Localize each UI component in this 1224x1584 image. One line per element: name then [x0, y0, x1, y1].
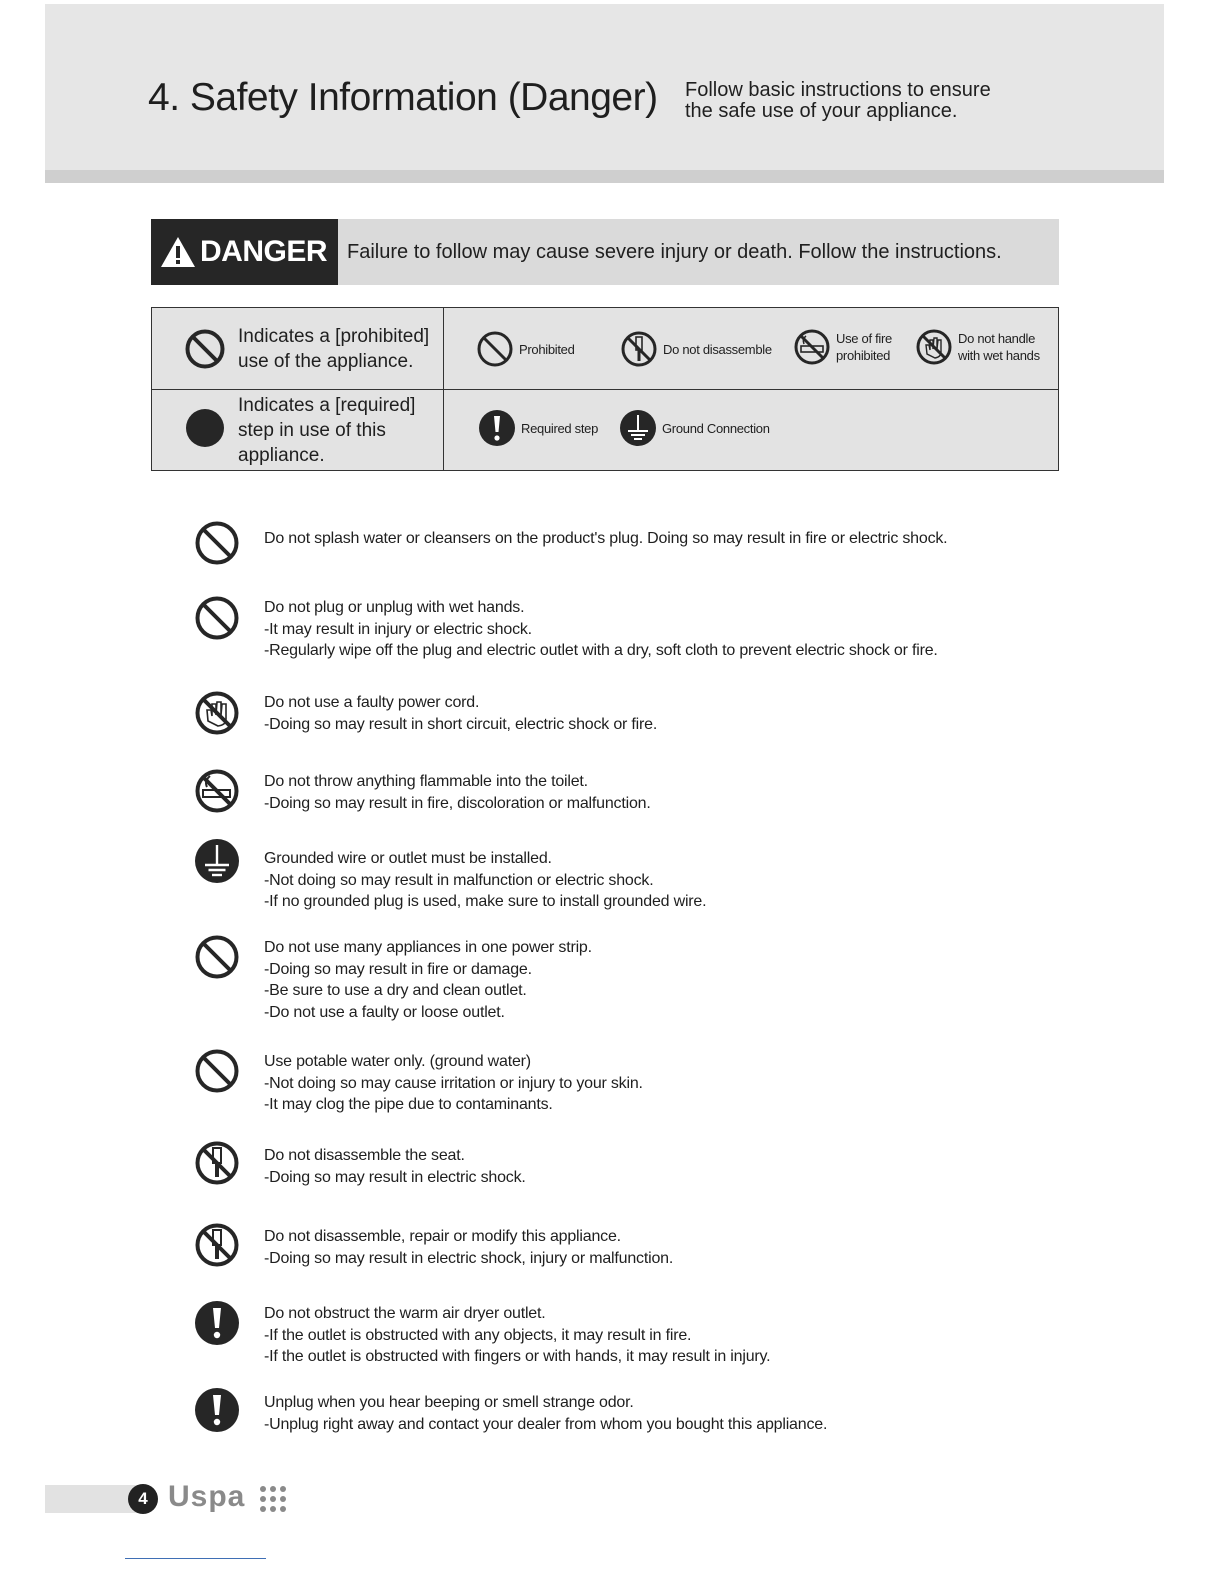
safety-item-line: Do not plug or unplug with wet hands.: [264, 599, 525, 616]
ground-connection-icon: [619, 409, 657, 447]
legend-symbol-ground-connection: Ground Connection: [619, 409, 770, 447]
safety-item-text: [264, 1303, 770, 1368]
safety-item-line: -Doing so may result in fire, discoloration or malfunction.: [264, 794, 651, 812]
safety-item-line: Use potable water only. (ground water): [264, 1053, 531, 1070]
required-step-icon: [194, 1387, 240, 1433]
safety-item-text: [264, 1051, 643, 1116]
safety-item-line: -If no grounded plug is used, make sure to install grounded wire.: [264, 893, 707, 910]
safety-item-line: -Be sure to use a dry and clean outlet.: [264, 982, 527, 999]
legend-symbol-no-fire: Use of fire prohibited: [793, 328, 892, 366]
safety-item-line: -Unplug right away and contact your dealer from whom you bought this appliance.: [264, 1415, 828, 1433]
prohibited-icon: [476, 330, 514, 368]
prohibited-icon: [194, 1048, 240, 1094]
danger-banner: [151, 219, 1059, 285]
safety-item-text: [264, 692, 657, 735]
symbol-legend: [151, 307, 1059, 471]
prohibited-icon: [184, 328, 226, 370]
do-not-disassemble-icon: [194, 1222, 240, 1268]
safety-item-line: -Doing so may result in electric shock, injury or malfunction.: [264, 1249, 674, 1267]
no-fire-icon: [793, 328, 831, 366]
legend-row-prohibited: [152, 308, 1058, 390]
safety-item-text: [264, 528, 947, 550]
header-divider: [45, 170, 1164, 183]
danger-label: DANGER: [151, 219, 338, 285]
safety-item-line: Do not disassemble, repair or modify this appliance.: [264, 1228, 621, 1245]
legend-symbol-do-not-disassemble: Do not disassemble: [620, 330, 772, 368]
safety-item-line: -It may clog the pipe due to contaminants.: [264, 1096, 553, 1113]
prohibited-icon: [194, 934, 240, 980]
safety-item-text: [264, 1226, 673, 1269]
legend-required-desc: Indicates a [required] step in use of this appliance.: [238, 395, 416, 466]
safety-item-line: Unplug when you hear beeping or smell strange odor.: [264, 1394, 634, 1411]
safety-item-text: [264, 771, 651, 814]
required-step-icon: [478, 409, 516, 447]
safety-item-line: -Do not use a faulty or loose outlet.: [264, 1003, 505, 1021]
safety-item-line: Do not obstruct the warm air dryer outlet.: [264, 1305, 546, 1322]
safety-item-line: -Not doing so may result in malfunction or electric shock.: [264, 871, 654, 889]
no-wet-hands-icon: [915, 328, 953, 366]
danger-text: Failure to follow may cause severe injury or death. Follow the instructions.: [347, 241, 1002, 263]
legend-symbol-no-wet-hands: Do not handle with wet hands: [915, 328, 1040, 366]
safety-item-line: -If the outlet is obstructed with fingers or with hands, it may result in injury.: [264, 1348, 771, 1365]
required-step-icon: [194, 1300, 240, 1346]
page-subtitle: Follow basic instructions to ensure the safe use of your appliance.: [685, 79, 991, 122]
safety-item-line: Do not throw anything flammable into the toilet.: [264, 773, 588, 790]
footer-rule: [125, 1558, 266, 1559]
no-wet-hands-icon: [194, 690, 240, 736]
safety-item-line: Do not use a faulty power cord.: [264, 694, 480, 711]
prohibited-icon: [194, 520, 240, 566]
safety-item-text: [264, 597, 938, 662]
warning-triangle-icon: [160, 236, 196, 268]
legend-row-required: [152, 390, 1058, 470]
legend-prohibited-desc: Indicates a [prohibited] use of the appliance.: [238, 326, 430, 372]
page-title: 4. Safety Information (Danger): [148, 76, 658, 119]
legend-symbol-required-step: Required step: [478, 409, 598, 447]
do-not-disassemble-icon: [194, 1140, 240, 1186]
safety-item-text: [264, 937, 592, 1023]
safety-item-text: [264, 848, 706, 913]
page-number: 4: [128, 1484, 158, 1514]
safety-item-line: -It may result in injury or electric shock.: [264, 620, 532, 638]
prohibited-icon: [194, 595, 240, 641]
brand-logo-text: Uspa: [168, 1480, 246, 1513]
ground-connection-icon: [194, 838, 240, 884]
safety-item-text: [264, 1145, 526, 1188]
safety-item-line: Do not disassemble the seat.: [264, 1147, 465, 1164]
safety-item-line: Do not use many appliances in one power strip.: [264, 939, 592, 956]
safety-item-line: -Doing so may result in short circuit, electric shock or fire.: [264, 715, 658, 733]
safety-item-line: -If the outlet is obstructed with any objects, it may result in fire.: [264, 1326, 692, 1344]
safety-item-line: -Regularly wipe off the plug and electric outlet with a dry, soft cloth to prevent electric shock or fire.: [264, 642, 938, 659]
safety-item-text: [264, 1392, 827, 1435]
safety-item-line: Grounded wire or outlet must be installed.: [264, 850, 552, 867]
safety-item-line: -Not doing so may cause irritation or injury to your skin.: [264, 1074, 643, 1092]
brand-dots-icon: [258, 1485, 288, 1513]
legend-symbol-prohibited: Prohibited: [476, 330, 575, 368]
no-fire-icon: [194, 768, 240, 814]
required-dot-icon: [184, 407, 226, 449]
safety-item-line: -Doing so may result in fire or damage.: [264, 960, 532, 978]
safety-item-line: Do not splash water or cleansers on the product's plug. Doing so may result in fire or electric shock.: [264, 530, 948, 547]
safety-item-line: -Doing so may result in electric shock.: [264, 1168, 526, 1186]
do-not-disassemble-icon: [620, 330, 658, 368]
